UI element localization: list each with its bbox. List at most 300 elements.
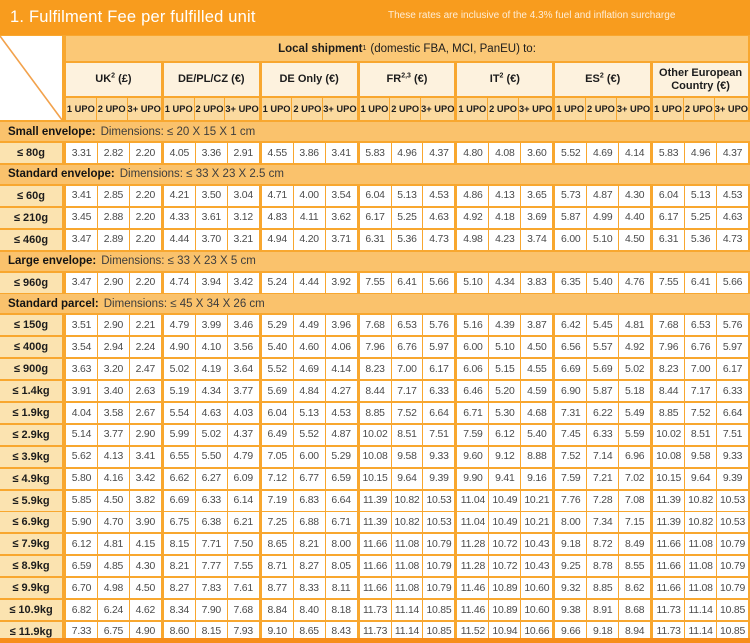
fee-group-1	[164, 208, 259, 228]
fee-cell: 6.12	[66, 534, 97, 554]
group-header-5	[555, 63, 650, 96]
fee-group-1	[164, 273, 259, 293]
fee-cell: 8.71	[262, 556, 293, 576]
table-row	[0, 186, 750, 206]
fee-group-5	[555, 469, 650, 489]
fee-group-0	[66, 469, 161, 489]
fee-cell: 4.74	[164, 273, 195, 293]
weight-cell: ≤ 10.9kg	[0, 600, 62, 620]
fee-group-3	[360, 315, 455, 335]
fee-cell: 6.49	[262, 425, 293, 445]
fee-cell: 6.17	[360, 208, 391, 228]
fee-cell: 3.20	[98, 359, 129, 379]
fee-group-3	[360, 534, 455, 554]
fee-cell: 6.69	[555, 359, 586, 379]
upo-group-0	[66, 98, 161, 120]
fee-group-0	[66, 403, 161, 423]
fee-cell: 3.50	[196, 186, 227, 206]
table-row	[0, 315, 750, 335]
fee-group-4	[457, 578, 552, 598]
fee-cell: 4.37	[423, 143, 454, 163]
fee-cell: 9.64	[392, 469, 423, 489]
fee-cell: 9.33	[717, 447, 748, 467]
fee-cell: 7.83	[196, 578, 227, 598]
fee-cell: 6.27	[196, 469, 227, 489]
fee-cell: 10.72	[489, 556, 520, 576]
fee-cell: 5.10	[489, 337, 520, 357]
group-footnote-marker: 2	[499, 72, 504, 80]
fee-cell: 6.90	[555, 381, 586, 401]
fee-cell: 10.21	[521, 512, 552, 532]
fee-cell: 3.70	[196, 230, 227, 250]
fee-cell: 8.85	[360, 403, 391, 423]
fee-cell: 3.60	[521, 143, 552, 163]
fee-cell: 5.52	[262, 359, 293, 379]
fee-group-0	[66, 315, 161, 335]
fee-cell: 8.27	[164, 578, 195, 598]
fee-cell: 8.85	[587, 578, 618, 598]
fee-cell: 9.39	[717, 469, 748, 489]
fee-cell: 3.54	[326, 186, 357, 206]
weight-cell: ≤ 60g	[0, 186, 62, 206]
fee-cell: 4.98	[457, 230, 488, 250]
fee-group-3	[360, 403, 455, 423]
fee-cell: 8.23	[653, 359, 684, 379]
fee-cell: 5.54	[164, 403, 195, 423]
fee-cell: 10.79	[717, 578, 748, 598]
fee-cell: 5.49	[619, 403, 650, 423]
group-header-text	[656, 67, 745, 92]
fee-group-2	[262, 512, 357, 532]
fee-group-2	[262, 600, 357, 620]
fee-cell: 7.52	[392, 403, 423, 423]
fee-cell: 8.51	[685, 425, 716, 445]
fee-cell: 11.08	[685, 578, 716, 598]
fee-cell: 3.04	[228, 186, 259, 206]
upo-header: 2 UPO	[390, 98, 420, 120]
fee-cell: 4.63	[717, 208, 748, 228]
group-currency: (£)	[118, 73, 132, 86]
fee-cell: 6.17	[717, 359, 748, 379]
fee-group-4	[457, 337, 552, 357]
fee-cell: 10.79	[423, 556, 454, 576]
fee-group-4	[457, 447, 552, 467]
fee-group-5	[555, 337, 650, 357]
fee-cell: 4.73	[423, 230, 454, 250]
fee-cell: 11.39	[360, 491, 391, 511]
fee-group-3	[360, 447, 455, 467]
fee-group-1	[164, 578, 259, 598]
fee-cell: 6.53	[392, 315, 423, 335]
fee-cell: 8.15	[164, 534, 195, 554]
fee-group-0	[66, 578, 161, 598]
group-header-0	[66, 63, 161, 96]
fee-cell: 6.17	[653, 208, 684, 228]
fee-group-4	[457, 403, 552, 423]
fee-group-1	[164, 534, 259, 554]
fee-cell: 9.10	[262, 622, 293, 642]
table-row	[0, 403, 750, 423]
fee-cell: 4.50	[98, 491, 129, 511]
fee-group-6	[653, 186, 748, 206]
fee-group-5	[555, 143, 650, 163]
fee-cell: 5.66	[423, 273, 454, 293]
fee-cell: 5.59	[619, 425, 650, 445]
fee-cell: 6.70	[66, 578, 97, 598]
upo-header: 3+ UPO	[225, 98, 258, 120]
fee-group-5	[555, 578, 650, 598]
fee-group-4	[457, 600, 552, 620]
fee-group-6	[653, 491, 748, 511]
fee-group-1	[164, 143, 259, 163]
fee-cell: 2.94	[98, 337, 129, 357]
group-header-text	[490, 73, 520, 86]
fee-cell: 4.92	[619, 337, 650, 357]
fee-cell: 3.69	[521, 208, 552, 228]
fee-cell: 11.46	[457, 578, 488, 598]
fee-cell: 4.63	[196, 403, 227, 423]
fee-group-5	[555, 491, 650, 511]
fee-group-4	[457, 556, 552, 576]
fee-cell: 4.30	[130, 556, 161, 576]
fee-cell: 3.42	[228, 273, 259, 293]
fee-cell: 6.59	[326, 469, 357, 489]
fee-cell: 5.90	[66, 512, 97, 532]
fee-cell: 6.21	[228, 512, 259, 532]
fee-cell: 4.53	[326, 403, 357, 423]
fee-cell: 4.69	[294, 359, 325, 379]
fee-cell: 5.20	[489, 381, 520, 401]
fee-cell: 5.13	[685, 186, 716, 206]
fee-cell: 4.60	[294, 337, 325, 357]
fee-cell: 6.62	[164, 469, 195, 489]
fee-group-2	[262, 469, 357, 489]
fee-cell: 4.92	[457, 208, 488, 228]
fee-group-2	[262, 273, 357, 293]
fee-cell: 5.10	[457, 273, 488, 293]
table-row	[0, 491, 750, 511]
weight-cell: ≤ 3.9kg	[0, 447, 62, 467]
fee-cell: 5.97	[717, 337, 748, 357]
fee-cell: 6.24	[98, 600, 129, 620]
weight-cell: ≤ 9.9kg	[0, 578, 62, 598]
fee-group-1	[164, 381, 259, 401]
fee-group-6	[653, 447, 748, 467]
fee-cell: 8.40	[294, 600, 325, 620]
fee-cell: 2.90	[130, 425, 161, 445]
fee-cell: 9.58	[685, 447, 716, 467]
fee-group-2	[262, 578, 357, 598]
group-footnote-marker: 2	[111, 72, 116, 80]
fee-cell: 11.73	[360, 622, 391, 642]
fee-cell: 7.96	[360, 337, 391, 357]
fee-cell: 9.41	[489, 469, 520, 489]
fee-cell: 4.87	[587, 186, 618, 206]
section-label: Standard envelope:	[8, 168, 115, 181]
fee-group-5	[555, 447, 650, 467]
fee-cell: 9.16	[521, 469, 552, 489]
fee-cell: 4.08	[489, 143, 520, 163]
fee-cell: 8.55	[619, 556, 650, 576]
fee-cell: 6.38	[196, 512, 227, 532]
fee-cell: 4.96	[685, 143, 716, 163]
fee-group-3	[360, 230, 455, 250]
fee-cell: 5.73	[555, 186, 586, 206]
fee-cell: 6.77	[294, 469, 325, 489]
fee-cell: 8.85	[653, 403, 684, 423]
group-currency: (€)	[231, 73, 245, 86]
fee-cell: 4.53	[423, 186, 454, 206]
fee-group-6	[653, 359, 748, 379]
fee-cell: 11.14	[392, 622, 423, 642]
fee-cell: 11.66	[360, 578, 391, 598]
fee-cell: 4.39	[489, 315, 520, 335]
fee-group-1	[164, 469, 259, 489]
local-shipment-row	[0, 36, 750, 61]
fee-cell: 6.64	[423, 403, 454, 423]
fee-group-6	[653, 208, 748, 228]
fee-cell: 11.04	[457, 491, 488, 511]
fee-cell: 6.33	[587, 425, 618, 445]
fee-group-6	[653, 403, 748, 423]
fee-cell: 4.84	[294, 381, 325, 401]
fee-cell: 11.52	[457, 622, 488, 642]
group-currency: (€)	[414, 73, 428, 86]
fee-cell: 5.83	[360, 143, 391, 163]
group-header-4	[457, 63, 552, 96]
section-label: Standard parcel:	[8, 297, 99, 310]
group-header-2	[262, 63, 357, 96]
fee-cell: 7.51	[423, 425, 454, 445]
fee-cell: 4.37	[228, 425, 259, 445]
fee-cell: 5.02	[164, 359, 195, 379]
fee-group-5	[555, 359, 650, 379]
fee-group-5	[555, 315, 650, 335]
fee-group-3	[360, 273, 455, 293]
fee-cell: 10.60	[521, 600, 552, 620]
fee-group-4	[457, 359, 552, 379]
fee-cell: 2.47	[130, 359, 161, 379]
fee-group-3	[360, 600, 455, 620]
upo-header: 1 UPO	[653, 98, 683, 120]
fee-cell: 10.15	[653, 469, 684, 489]
fee-cell: 9.58	[392, 447, 423, 467]
fee-cell: 4.81	[98, 534, 129, 554]
group-name: UK	[95, 73, 112, 86]
fee-cell: 11.66	[360, 556, 391, 576]
fee-cell: 5.40	[521, 425, 552, 445]
fee-cell: 7.52	[555, 447, 586, 467]
fee-cell: 3.54	[66, 337, 97, 357]
fee-cell: 6.06	[457, 359, 488, 379]
fee-group-2	[262, 556, 357, 576]
fee-cell: 4.15	[130, 534, 161, 554]
fee-cell: 6.64	[717, 403, 748, 423]
group-header-text	[178, 73, 245, 86]
fee-cell: 10.79	[717, 534, 748, 554]
fee-cell: 2.82	[98, 143, 129, 163]
fee-cell: 7.02	[619, 469, 650, 489]
fee-cell: 6.04	[653, 186, 684, 206]
fee-cell: 3.77	[228, 381, 259, 401]
fee-cell: 6.59	[66, 556, 97, 576]
table-row	[0, 381, 750, 401]
fee-group-4	[457, 208, 552, 228]
fee-cell: 7.55	[653, 273, 684, 293]
group-currency: (€)	[716, 79, 730, 92]
fee-cell: 7.59	[555, 469, 586, 489]
upo-group-6	[653, 98, 748, 120]
fee-cell: 5.36	[685, 230, 716, 250]
fee-group-3	[360, 491, 455, 511]
fee-cell: 6.64	[326, 491, 357, 511]
fee-cell: 3.46	[228, 315, 259, 335]
group-header-3	[360, 63, 455, 96]
fee-cell: 4.50	[619, 230, 650, 250]
fee-cell: 7.59	[457, 425, 488, 445]
fee-cell: 8.62	[619, 578, 650, 598]
fee-cell: 10.79	[423, 534, 454, 554]
upo-header: 1 UPO	[164, 98, 194, 120]
fee-group-2	[262, 359, 357, 379]
fee-cell: 5.25	[685, 208, 716, 228]
fee-group-6	[653, 534, 748, 554]
fee-cell: 5.57	[587, 337, 618, 357]
section-label: Large envelope:	[8, 255, 97, 268]
fee-cell: 7.90	[196, 600, 227, 620]
fee-cell: 5.52	[294, 425, 325, 445]
fee-cell: 11.73	[653, 600, 684, 620]
fee-cell: 5.80	[66, 469, 97, 489]
fee-cell: 10.94	[489, 622, 520, 642]
fee-cell: 5.50	[196, 447, 227, 467]
fee-group-4	[457, 230, 552, 250]
fee-cell: 5.69	[262, 381, 293, 401]
upo-header: 3+ UPO	[323, 98, 356, 120]
fee-cell: 8.65	[294, 622, 325, 642]
fee-group-6	[653, 469, 748, 489]
page-title: 1. Fulfilment Fee per fulfilled unit	[10, 8, 256, 26]
table-row	[0, 600, 750, 620]
fee-cell: 10.43	[521, 534, 552, 554]
fee-group-0	[66, 143, 161, 163]
fee-group-0	[66, 556, 161, 576]
fee-cell: 9.64	[685, 469, 716, 489]
fee-cell: 4.53	[717, 186, 748, 206]
fee-group-0	[66, 208, 161, 228]
fee-cell: 4.70	[98, 512, 129, 532]
fee-group-1	[164, 230, 259, 250]
fee-cell: 10.82	[685, 512, 716, 532]
fee-cell: 7.93	[228, 622, 259, 642]
fee-group-6	[653, 556, 748, 576]
fee-cell: 2.85	[98, 186, 129, 206]
fee-cell: 4.85	[98, 556, 129, 576]
fee-cell: 8.18	[326, 600, 357, 620]
fee-cell: 8.33	[294, 578, 325, 598]
fee-cell: 6.00	[294, 447, 325, 467]
table-body	[0, 122, 750, 642]
fee-group-1	[164, 403, 259, 423]
fee-cell: 7.00	[392, 359, 423, 379]
fee-cell: 3.21	[228, 230, 259, 250]
fee-group-3	[360, 208, 455, 228]
fee-cell: 5.29	[326, 447, 357, 467]
fee-group-1	[164, 425, 259, 445]
group-name: FR	[386, 73, 402, 86]
fee-cell: 4.79	[228, 447, 259, 467]
fee-cell: 5.76	[717, 315, 748, 335]
fee-cell: 10.66	[521, 622, 552, 642]
fee-group-2	[262, 186, 357, 206]
title-bar	[0, 0, 750, 35]
fee-cell: 3.83	[521, 273, 552, 293]
section-row	[0, 165, 750, 184]
bottom-accent-bar	[0, 638, 750, 643]
fee-cell: 4.20	[294, 230, 325, 250]
fee-group-0	[66, 273, 161, 293]
table-row	[0, 469, 750, 489]
fee-cell: 3.87	[521, 315, 552, 335]
fee-cell: 7.21	[587, 469, 618, 489]
fee-cell: 3.92	[326, 273, 357, 293]
fee-cell: 4.40	[619, 208, 650, 228]
fee-cell: 4.04	[66, 403, 97, 423]
fee-cell: 10.85	[717, 622, 748, 642]
table-row	[0, 230, 750, 250]
table-row	[0, 143, 750, 163]
section-row	[0, 252, 750, 271]
fee-cell: 7.17	[685, 381, 716, 401]
fee-group-5	[555, 512, 650, 532]
fee-cell: 3.64	[228, 359, 259, 379]
fee-cell: 11.14	[685, 600, 716, 620]
fee-group-4	[457, 186, 552, 206]
fee-cell: 7.55	[228, 556, 259, 576]
group-header-1	[164, 63, 259, 96]
fee-group-5	[555, 208, 650, 228]
section-label: Small envelope:	[8, 125, 96, 138]
fee-group-0	[66, 512, 161, 532]
fee-cell: 6.31	[653, 230, 684, 250]
weight-cell: ≤ 4.9kg	[0, 469, 62, 489]
upo-header: 1 UPO	[360, 98, 390, 120]
fee-cell: 6.31	[360, 230, 391, 250]
fee-cell: 4.73	[717, 230, 748, 250]
fee-cell: 11.28	[457, 556, 488, 576]
fee-group-3	[360, 512, 455, 532]
fee-cell: 7.55	[360, 273, 391, 293]
fee-cell: 11.14	[392, 600, 423, 620]
fee-cell: 5.15	[489, 359, 520, 379]
fee-cell: 6.76	[685, 337, 716, 357]
fee-cell: 11.46	[457, 600, 488, 620]
fee-group-0	[66, 381, 161, 401]
weight-cell: ≤ 400g	[0, 337, 62, 357]
fee-cell: 4.55	[521, 359, 552, 379]
fee-cell: 10.49	[489, 491, 520, 511]
fee-cell: 7.33	[66, 622, 97, 642]
fee-cell: 6.75	[164, 512, 195, 532]
group-name: IT	[489, 73, 500, 86]
fee-cell: 3.74	[521, 230, 552, 250]
fee-cell: 11.66	[653, 534, 684, 554]
fee-cell: 7.51	[717, 425, 748, 445]
fee-group-0	[66, 491, 161, 511]
fee-cell: 8.65	[262, 534, 293, 554]
fee-group-1	[164, 359, 259, 379]
fee-cell: 5.69	[587, 359, 618, 379]
